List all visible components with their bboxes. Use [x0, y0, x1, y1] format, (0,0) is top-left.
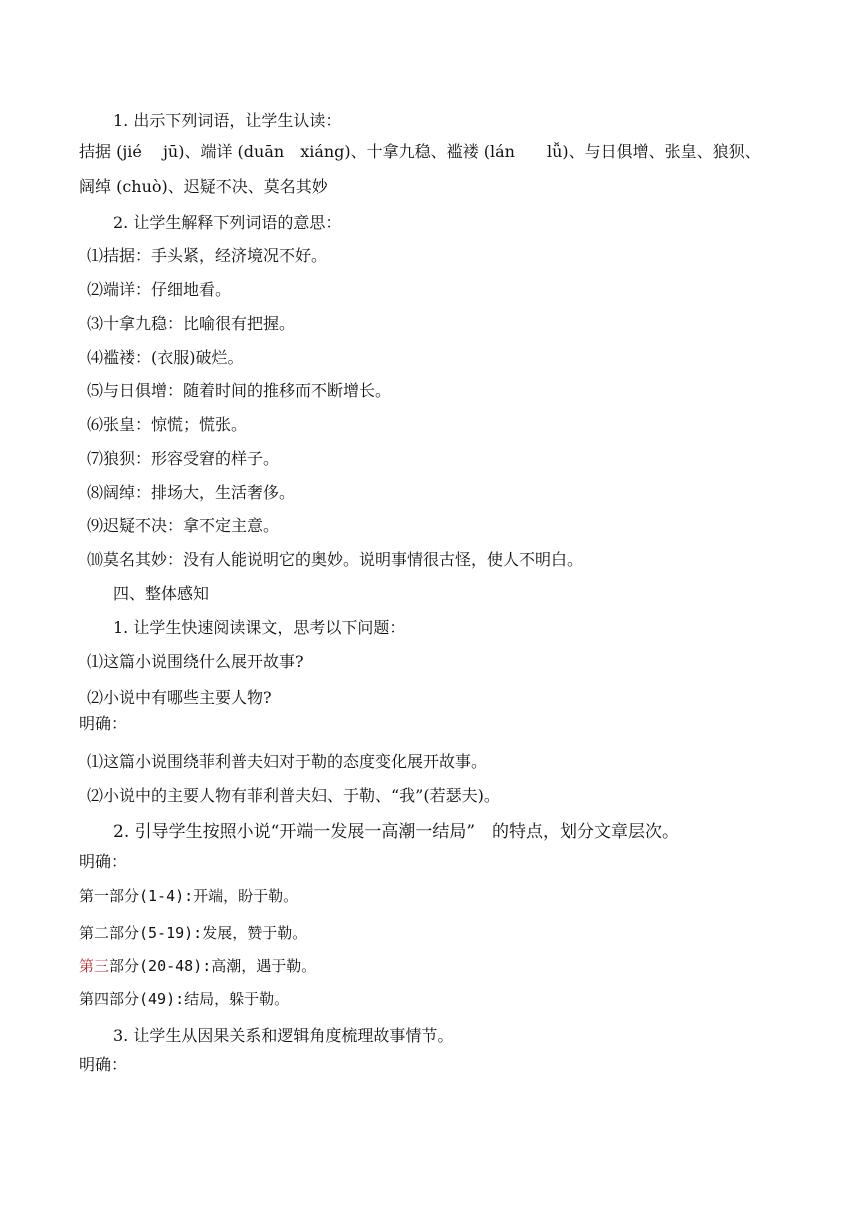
definition-4: ⑷褴褛：(衣服)破烂。	[87, 348, 244, 367]
vocab-line-1: 拮据 (jié jū)、端详 (duān xiáng)、十拿九稳、褴褛 (lán lǚ)、与日俱增、张皇、狼狈、	[79, 142, 761, 161]
part-3-marker: 第三	[79, 957, 110, 975]
section-heading-4: 四、整体感知	[113, 584, 210, 603]
overview-item-3: 3. 让学生从因果关系和逻辑角度梳理故事情节。	[113, 1026, 454, 1045]
definition-3: ⑶十拿九稳：比喻很有把握。	[87, 314, 296, 333]
answer-1: ⑴这篇小说围绕菲利普夫妇对于勒的态度变化展开故事。	[87, 752, 488, 771]
definition-1: ⑴拮据：手头紧，经济境况不好。	[87, 246, 328, 265]
part-4: 第四部分(49):结局，躲于勒。	[79, 990, 290, 1008]
answer-label-2: 明确：	[79, 852, 128, 871]
item-1-heading: 1. 出示下列词语，让学生认读：	[113, 111, 342, 130]
part-1: 第一部分(1-4):开端，盼于勒。	[79, 887, 299, 905]
definition-5: ⑸与日俱增：随着时间的推移而不断增长。	[87, 381, 392, 400]
item-2-heading: 2. 让学生解释下列词语的意思：	[113, 213, 342, 232]
question-1: ⑴这篇小说围绕什么展开故事?	[87, 652, 304, 671]
definition-7: ⑺狼狈：形容受窘的样子。	[87, 449, 280, 468]
definition-2: ⑵端详：仔细地看。	[87, 280, 232, 299]
question-2: ⑵小说中有哪些主要人物?	[87, 688, 272, 707]
answer-2: ⑵小说中的主要人物有菲利普夫妇、于勒、“我”(若瑟夫)。	[87, 786, 500, 805]
definition-6: ⑹张皇：惊慌；慌张。	[87, 415, 248, 434]
part-3-rest: 部分(20-48):高潮，遇于勒。	[109, 957, 317, 975]
definition-9: ⑼迟疑不决：拿不定主意。	[87, 516, 280, 535]
answer-label-1: 明确：	[79, 714, 128, 733]
part-2: 第二部分(5-19):发展，赞于勒。	[79, 924, 308, 942]
vocab-line-2: 阔绰 (chuò)、迟疑不决、莫名其妙	[79, 177, 328, 196]
overview-item-1: 1. 让学生快速阅读课文，思考以下问题：	[113, 618, 406, 637]
answer-label-3: 明确：	[79, 1055, 128, 1074]
definition-8: ⑻阔绰：排场大，生活奢侈。	[87, 483, 296, 502]
part-3	[79, 956, 316, 976]
overview-item-2: 2. 引导学生按照小说“开端一发展一高潮一结局” 的特点，划分文章层次。	[113, 822, 680, 842]
definition-10: ⑽莫名其妙：没有人能说明它的奥妙。说明事情很古怪，使人不明白。	[87, 550, 584, 569]
